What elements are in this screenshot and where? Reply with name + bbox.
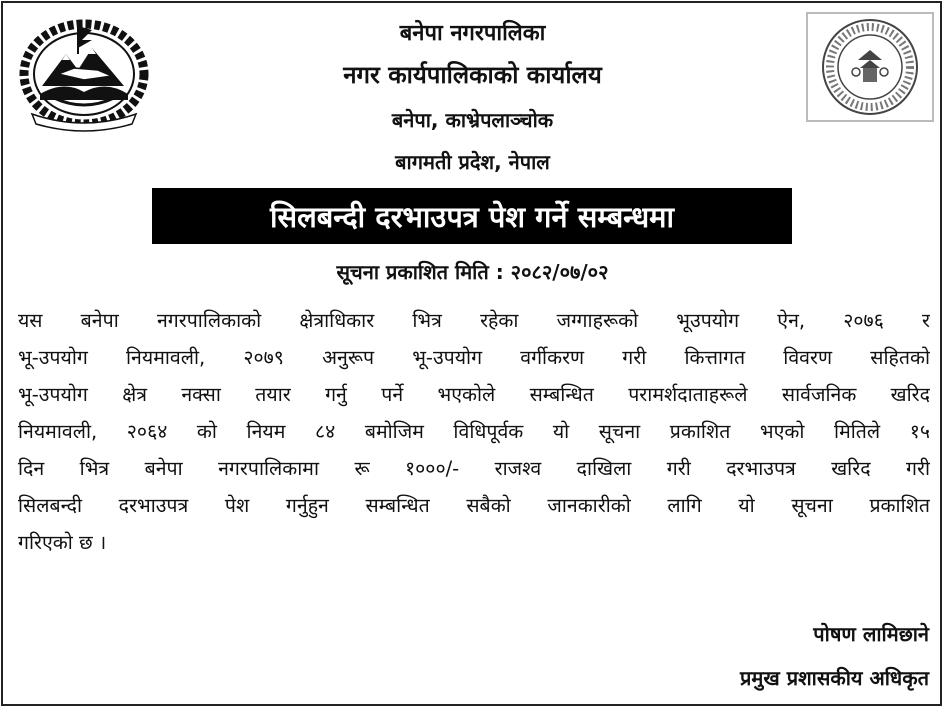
- office-name: नगर कार्यपालिकाको कार्यालय: [343, 61, 602, 89]
- body-line: सिलबन्दी दरभाउपत्र पेश गर्नुहुन सम्बन्धित सबैको जानकारीको लागि यो सूचना प्रकाशित: [18, 494, 930, 517]
- notice-title: सिलबन्दी दरभाउपत्र पेश गर्ने सम्बन्धमा: [152, 188, 792, 244]
- publication-date: सूचना प्रकाशित मिति : २०८२/०७/०२: [336, 260, 609, 284]
- body-line: भू-उपयोग नियमावली, २०७९ अनुरूप भू-उपयोग वर्गीकरण गरी कित्तागत विवरण सहितको: [18, 346, 930, 369]
- municipality-name: बनेपा नगरपालिका: [399, 21, 546, 46]
- body-line: दिन भित्र बनेपा नगरपालिकामा रू १०००/- राजश्व दाखिला गरी दरभाउपत्र खरिद गरी: [18, 457, 930, 480]
- notice-body: [18, 302, 930, 561]
- body-line: भू-उपयोग क्षेत्र नक्सा तयार गर्नु पर्ने भएकोले सम्बन्धित परामर्शदाताहरूले सार्वजनिक खरिद: [18, 383, 930, 406]
- body-line: यस बनेपा नगरपालिकाको क्षेत्राधिकार भित्र रहेका जग्गाहरूको भूउपयोग ऐन, २०७६ र: [18, 309, 930, 332]
- signatory-name: पोषण लामिछाने: [813, 622, 929, 646]
- address-line: बनेपा, काभ्रेपलाञ्चोक: [391, 108, 554, 132]
- province-line: बागमती प्रदेश, नेपाल: [395, 150, 550, 174]
- signatory-designation: प्रमुख प्रशासकीय अधिकृत: [740, 666, 929, 690]
- body-line: नियमावली, २०६४ को नियम ८४ बमोजिम विधिपूर्वक यो सूचना प्रकाशित भएको मितिले १५: [18, 420, 930, 443]
- body-line: गरिएको छ ।: [18, 531, 107, 554]
